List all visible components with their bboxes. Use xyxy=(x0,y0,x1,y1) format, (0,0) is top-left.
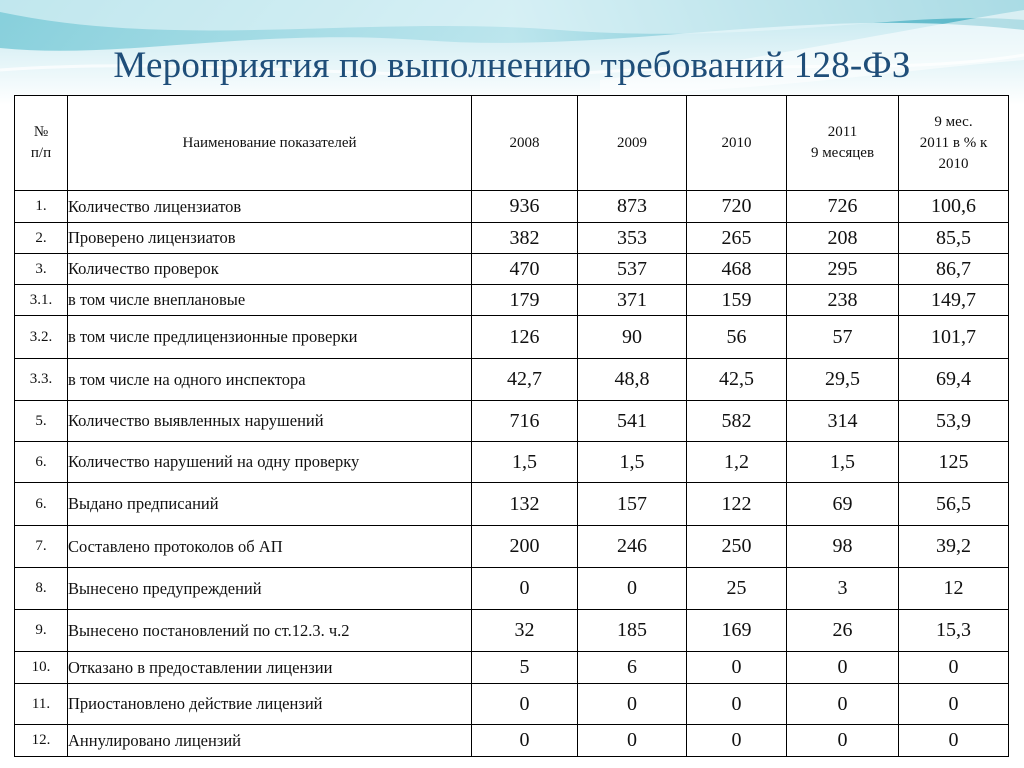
value-2011: 726 xyxy=(787,191,899,223)
value-2008: 0 xyxy=(472,568,578,610)
page-title: Мероприятия по выполнению требований 128-ФЗ xyxy=(113,45,911,86)
header-percent-line1: 9 мес. xyxy=(934,113,973,130)
row-name: Количество нарушений на одну проверку xyxy=(68,442,472,483)
table-row xyxy=(15,359,1009,401)
value-2009: 541 xyxy=(578,401,687,442)
row-number: 3. xyxy=(15,254,68,285)
table-row xyxy=(15,568,1009,610)
value-2009: 90 xyxy=(578,316,687,359)
value-2009: 185 xyxy=(578,610,687,652)
row-name: в том числе на одного инспектора xyxy=(68,359,472,401)
value-2010: 0 xyxy=(687,725,787,757)
value-2011: 69 xyxy=(787,483,899,526)
value-2011: 98 xyxy=(787,526,899,568)
value-percent: 149,7 xyxy=(899,285,1009,316)
value-percent: 0 xyxy=(899,725,1009,757)
value-percent: 86,7 xyxy=(899,254,1009,285)
table-row xyxy=(15,684,1009,725)
value-2009: 157 xyxy=(578,483,687,526)
value-2008: 5 xyxy=(472,652,578,684)
value-2010: 42,5 xyxy=(687,359,787,401)
row-name: Составлено протоколов об АП xyxy=(68,526,472,568)
row-name: Приостановлено действие лицензий xyxy=(68,684,472,725)
row-number: 1. xyxy=(15,191,68,223)
value-percent: 0 xyxy=(899,684,1009,725)
table-row xyxy=(15,316,1009,359)
value-percent: 85,5 xyxy=(899,223,1009,254)
value-2008: 0 xyxy=(472,684,578,725)
value-2009: 0 xyxy=(578,684,687,725)
value-percent: 15,3 xyxy=(899,610,1009,652)
value-2011: 295 xyxy=(787,254,899,285)
table-row xyxy=(15,526,1009,568)
row-name: Количество лицензиатов xyxy=(68,191,472,223)
table-row xyxy=(15,223,1009,254)
value-2011: 0 xyxy=(787,725,899,757)
value-2008: 470 xyxy=(472,254,578,285)
table-row xyxy=(15,442,1009,483)
header-2010: 2010 xyxy=(687,96,787,191)
header-percent-line3: 2010 xyxy=(938,155,969,172)
value-2008: 716 xyxy=(472,401,578,442)
value-2010: 0 xyxy=(687,652,787,684)
row-number: 8. xyxy=(15,568,68,610)
row-number: 9. xyxy=(15,610,68,652)
value-2010: 720 xyxy=(687,191,787,223)
value-2010: 582 xyxy=(687,401,787,442)
value-2008: 179 xyxy=(472,285,578,316)
indicators-table xyxy=(14,95,1009,757)
value-percent: 12 xyxy=(899,568,1009,610)
value-2008: 936 xyxy=(472,191,578,223)
value-2009: 1,5 xyxy=(578,442,687,483)
row-number: 11. xyxy=(15,684,68,725)
value-2008: 132 xyxy=(472,483,578,526)
row-name: Аннулировано лицензий xyxy=(68,725,472,757)
row-name: Отказано в предоставлении лицензии xyxy=(68,652,472,684)
value-2009: 537 xyxy=(578,254,687,285)
table-row xyxy=(15,285,1009,316)
header-num-line2: п/п xyxy=(30,145,52,161)
value-2008: 1,5 xyxy=(472,442,578,483)
header-2011-line2: 9 месяцев xyxy=(810,145,875,161)
header-name: Наименование показателей xyxy=(68,96,472,191)
value-percent: 0 xyxy=(899,652,1009,684)
table-row xyxy=(15,483,1009,526)
header-2011 xyxy=(787,96,899,191)
header-num-line1: № xyxy=(33,124,49,140)
value-percent: 101,7 xyxy=(899,316,1009,359)
value-percent: 56,5 xyxy=(899,483,1009,526)
value-2009: 48,8 xyxy=(578,359,687,401)
row-number: 5. xyxy=(15,401,68,442)
value-2008: 126 xyxy=(472,316,578,359)
table-row xyxy=(15,191,1009,223)
value-2010: 250 xyxy=(687,526,787,568)
table-row xyxy=(15,254,1009,285)
row-number: 3.2. xyxy=(15,316,68,359)
value-2009: 873 xyxy=(578,191,687,223)
value-percent: 100,6 xyxy=(899,191,1009,223)
value-2009: 0 xyxy=(578,568,687,610)
header-2008: 2008 xyxy=(472,96,578,191)
table-header-row xyxy=(15,96,1009,191)
value-2009: 6 xyxy=(578,652,687,684)
row-number: 7. xyxy=(15,526,68,568)
table-row xyxy=(15,401,1009,442)
value-2011: 314 xyxy=(787,401,899,442)
row-name: в том числе внеплановые xyxy=(68,285,472,316)
value-2011: 57 xyxy=(787,316,899,359)
value-percent: 125 xyxy=(899,442,1009,483)
row-number: 6. xyxy=(15,442,68,483)
value-2011: 208 xyxy=(787,223,899,254)
row-name: Вынесено предупреждений xyxy=(68,568,472,610)
row-name: Вынесено постановлений по ст.12.3. ч.2 xyxy=(68,610,472,652)
header-num xyxy=(15,96,68,191)
value-2008: 382 xyxy=(472,223,578,254)
value-2010: 1,2 xyxy=(687,442,787,483)
value-percent: 69,4 xyxy=(899,359,1009,401)
value-2011: 0 xyxy=(787,652,899,684)
table-row xyxy=(15,725,1009,757)
row-name: в том числе предлицензионные проверки xyxy=(68,316,472,359)
value-2010: 265 xyxy=(687,223,787,254)
value-2011: 29,5 xyxy=(787,359,899,401)
header-percent-line2: 2011 в % к xyxy=(919,134,988,151)
value-2011: 3 xyxy=(787,568,899,610)
value-2010: 25 xyxy=(687,568,787,610)
row-name: Количество проверок xyxy=(68,254,472,285)
row-name: Количество выявленных нарушений xyxy=(68,401,472,442)
value-percent: 53,9 xyxy=(899,401,1009,442)
value-2010: 56 xyxy=(687,316,787,359)
value-2008: 0 xyxy=(472,725,578,757)
value-2011: 26 xyxy=(787,610,899,652)
value-2008: 32 xyxy=(472,610,578,652)
row-number: 6. xyxy=(15,483,68,526)
row-name: Выдано предписаний xyxy=(68,483,472,526)
value-2009: 353 xyxy=(578,223,687,254)
value-2011: 238 xyxy=(787,285,899,316)
row-number: 12. xyxy=(15,725,68,757)
value-percent: 39,2 xyxy=(899,526,1009,568)
row-name: Проверено лицензиатов xyxy=(68,223,472,254)
value-2010: 169 xyxy=(687,610,787,652)
header-2009: 2009 xyxy=(578,96,687,191)
row-number: 3.3. xyxy=(15,359,68,401)
row-number: 10. xyxy=(15,652,68,684)
table-row xyxy=(15,652,1009,684)
value-2011: 0 xyxy=(787,684,899,725)
value-2009: 371 xyxy=(578,285,687,316)
table-row xyxy=(15,610,1009,652)
value-2010: 159 xyxy=(687,285,787,316)
header-percent xyxy=(899,96,1009,191)
value-2010: 468 xyxy=(687,254,787,285)
value-2008: 42,7 xyxy=(472,359,578,401)
row-number: 3.1. xyxy=(15,285,68,316)
value-2009: 246 xyxy=(578,526,687,568)
value-2010: 0 xyxy=(687,684,787,725)
value-2011: 1,5 xyxy=(787,442,899,483)
value-2010: 122 xyxy=(687,483,787,526)
row-number: 2. xyxy=(15,223,68,254)
value-2008: 200 xyxy=(472,526,578,568)
header-2011-line1: 2011 xyxy=(827,124,858,140)
value-2009: 0 xyxy=(578,725,687,757)
